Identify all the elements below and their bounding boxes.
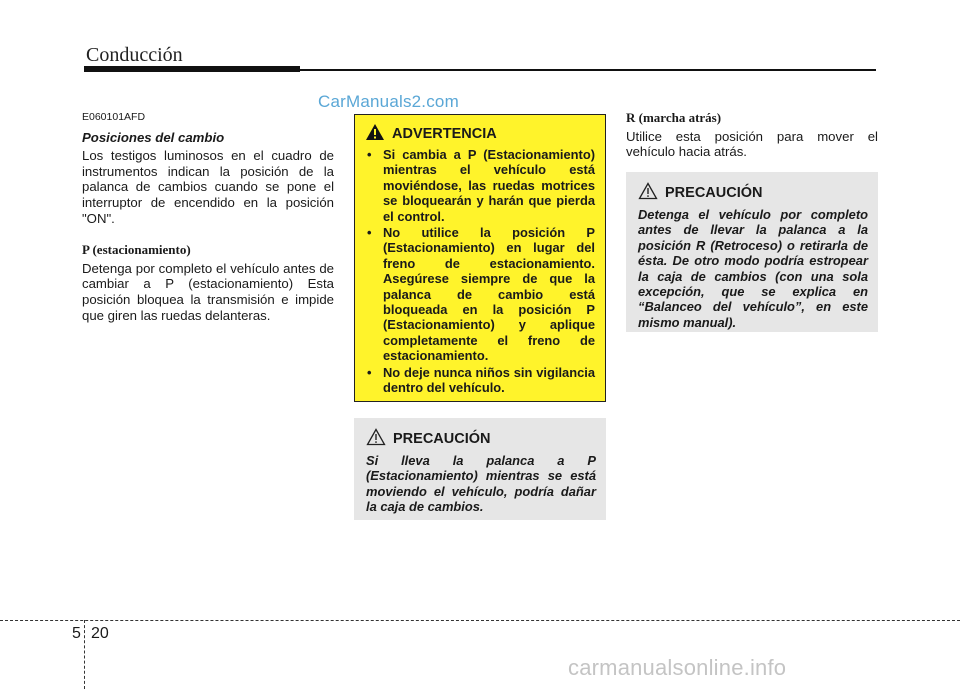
footer-divider	[84, 620, 85, 689]
bullet-mark: •	[367, 364, 372, 380]
bullet-mark: •	[367, 147, 372, 162]
right-column	[626, 110, 878, 160]
warning-triangle-icon	[365, 123, 385, 145]
warning-list	[365, 147, 595, 396]
section-subheading: Posiciones del cambio	[82, 129, 225, 145]
header-rule-thick	[84, 66, 300, 72]
footer-rule	[0, 620, 960, 621]
caution-header	[366, 428, 596, 450]
reverse-title: R (marcha atrás)	[626, 110, 722, 125]
caution-header	[638, 182, 868, 204]
caution-text: Detenga el vehículo por completo antes de llevar la palanca a la posición R (Retroceso) o retirarla de ésta. De otro modo podría estropear la caja de cambios (con una sola excepción, que se explica en “Balanceo del vehículo”, en este mismo manual).	[638, 207, 868, 330]
chapter-number: 5	[72, 625, 81, 642]
watermark-top: CarManuals2.com	[318, 92, 459, 111]
watermark-bottom: carmanualsonline.info	[568, 655, 787, 680]
warning-item	[365, 147, 595, 224]
warning-item	[365, 225, 595, 364]
caution-box-reverse	[626, 172, 878, 332]
warning-title: ADVERTENCIA	[392, 126, 497, 142]
warning-item	[365, 365, 595, 396]
caution-text: Si lleva la palanca a P (Estacionamiento) mientras se está moviendo el vehículo, podría dañar la caja de cambios.	[366, 453, 596, 515]
bullet-mark: •	[367, 225, 372, 241]
park-title: P (estacionamiento)	[82, 242, 191, 258]
caution-title: PRECAUCIÓN	[393, 431, 491, 447]
reverse-paragraph: Utilice esta posición para mover el vehículo hacia atrás.	[626, 128, 878, 160]
page-header-title: Conducción	[86, 44, 183, 66]
warning-item-text: No utilice la posición P (Estacionamiento) en lugar del freno de estacionamiento. Asegúrese siempre de que la palanca de cambio está bloqueada en la posición P (Estacionamiento) y aplique completamente el freno de estacionamiento.	[383, 225, 595, 364]
warning-box	[354, 114, 606, 402]
warning-item-text: No deje nunca niños sin vigilancia dentro del vehículo.	[383, 364, 595, 396]
left-column	[82, 110, 334, 323]
park-paragraph: Detenga por completo el vehículo antes de cambiar a P (estacionamiento) Esta posición bloquea la transmisión e impide que giren las ruedas delanteras.	[82, 260, 334, 323]
header-rule-thin	[300, 69, 876, 71]
warning-header	[365, 123, 595, 145]
caution-box-shift-to-park	[354, 418, 606, 520]
intro-paragraph: Los testigos luminosos en el cuadro de instrumentos indican la posición de la palanca de cambios cuando se pone el interruptor de encendido en la posición "ON".	[82, 148, 334, 226]
section-code: E060101AFD	[82, 111, 146, 123]
caution-triangle-icon	[366, 428, 386, 450]
page-number: 20	[91, 625, 109, 642]
warning-item-text: Si cambia a P (Estacionamiento) mientras el vehículo está moviéndose, las ruedas motrices se bloquearán y harán que pierda el control.	[383, 147, 595, 224]
caution-triangle-icon	[638, 182, 658, 204]
caution-title: PRECAUCIÓN	[665, 185, 763, 201]
